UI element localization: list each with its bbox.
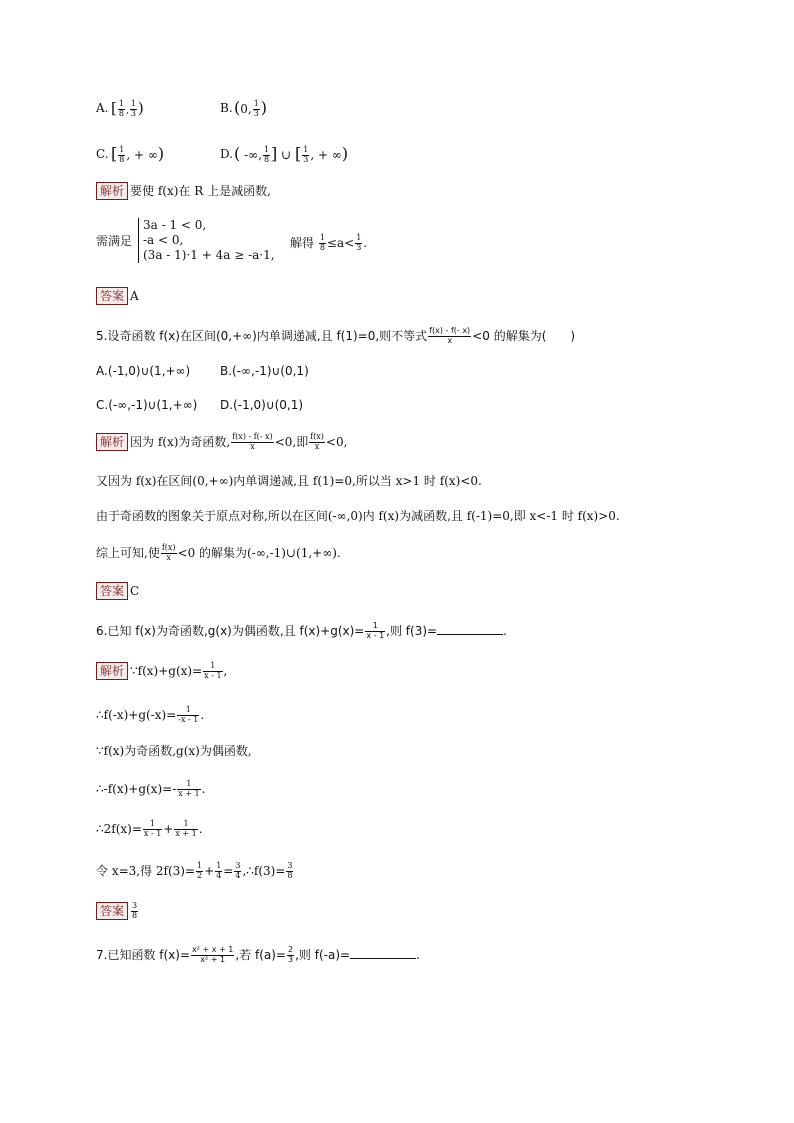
jiexi-label: 解析 — [96, 182, 128, 200]
q4-jiexi-line — [96, 182, 271, 200]
q4-line1: 要使 f(x)在 R 上是减函数, — [130, 184, 271, 198]
q5-s2: 又因为 f(x)在区间(0,+∞)内单调递减,且 f(1)=0,所以当 x>1 时 f(x)<0. — [96, 474, 482, 488]
q5-s4: 综上可知,使 $\frac{f(x)}{x}$ <0 的解集为(-∞,-1)∪(1,+∞). — [96, 543, 341, 562]
q6-answer-line: 答案 $\frac{3}{8}$ — [96, 902, 139, 921]
option-d-math: ( -∞, $\frac{1}{8}$ ] ∪ [ $\frac{1}{3}$ , + ∞) — [234, 144, 349, 164]
q6-s2: ∴f(-x)+g(-x)= $\frac{1}{-x - 1}$ . — [96, 705, 205, 724]
q7-stem: 7.已知函数 f(x)= $\frac{\text{x² + x + 1}}{\text{x² + 1}}$ ,若 f(a)= $\frac{2}{3}$ ,则 f(-a)= . — [96, 945, 420, 964]
option-a: A. — [96, 101, 109, 115]
option-c-math: [ $\frac{1}{8}$ , + ∞) — [111, 144, 165, 164]
q6-jiexi-line: 解析 ∵f(x)+g(x)= $\frac{1}{x - 1}$ , — [96, 662, 227, 681]
q4-sys-row-3: (3a - 1)·1 + 4a ≥ -a·1, — [143, 248, 275, 262]
option-b-math: (0, $\frac{1}{3}$ ) — [234, 98, 268, 118]
option-d: D. — [220, 147, 234, 161]
q4-solve: 解得 $\frac{1}{8}$ ≤a< $\frac{1}{3}$ . — [290, 233, 368, 252]
q5-s3: 由于奇函数的图象关于原点对称,所以在区间(-∞,0)内 f(x)为减函数,且 f(-1)=0,即 x<-1 时 f(x)>0. — [96, 509, 620, 523]
option-b: B. — [220, 101, 233, 115]
q6-s4: ∴-f(x)+g(x)=- $\frac{1}{x + 1}$ . — [96, 779, 206, 798]
answer-label: 答案 — [96, 287, 128, 305]
q4-answer: A — [130, 289, 139, 303]
q6-s6: 令 x=3,得 2f(3)= $\frac{1}{2}$ + $\frac{1}{4}$ = $\frac{3}{4}$ ,∴f(3)= $\frac{3}{8}$ — [96, 861, 293, 880]
q5-stem: 5.设奇函数 f(x)在区间(0,+∞)内单调递减,且 f(1)=0,则不等式 $\frac{f(x) - f(- x)}{x}$ <0 的解集为( ) — [96, 326, 576, 345]
q6-s3: ∵f(x)为奇函数,g(x)为偶函数, — [96, 744, 252, 758]
q5-option-c: C.(-∞,-1)∪(1,+∞) — [96, 398, 198, 412]
q6-stem: 6.已知 f(x)为奇函数,g(x)为偶函数,且 f(x)+g(x)= $\frac{1}{x - 1}$ ,则 f(3)= . — [96, 621, 507, 640]
q5-answer-line — [96, 582, 139, 600]
jiexi-label: 解析 — [96, 662, 128, 680]
option-a-math: [ $\frac{1}{8}$ , $\frac{1}{3}$ ) — [111, 99, 144, 118]
option-c: C. — [96, 147, 109, 161]
answer-label: 答案 — [96, 902, 128, 920]
q5-jiexi-line: 解析 因为 f(x)为奇函数, $\frac{f(x) - f(- x)}{x}$ <0,即 $\frac{f(x)}{x}$ <0, — [96, 433, 347, 452]
q4-sys-row-2: -a < 0, — [143, 233, 184, 247]
jiexi-label: 解析 — [96, 433, 128, 451]
q5-option-d: D.(-1,0)∪(0,1) — [220, 398, 304, 412]
q7-answer-blank[interactable] — [350, 947, 416, 959]
answer-label: 答案 — [96, 582, 128, 600]
q4-need: 需满足 — [96, 234, 133, 248]
q5-option-a: A.(-1,0)∪(1,+∞) — [96, 364, 191, 378]
q4-inequality-system — [138, 218, 275, 263]
q4-sys-row-1: 3a - 1 < 0, — [143, 218, 207, 232]
q5-answer: C — [130, 584, 140, 598]
q5-option-b: B.(-∞,-1)∪(0,1) — [220, 364, 309, 378]
q6-s5: ∴2f(x)= $\frac{1}{x - 1}$ + $\frac{1}{x + 1}$ . — [96, 819, 203, 838]
q6-answer-blank[interactable] — [437, 623, 503, 635]
q4-answer-line — [96, 287, 139, 305]
